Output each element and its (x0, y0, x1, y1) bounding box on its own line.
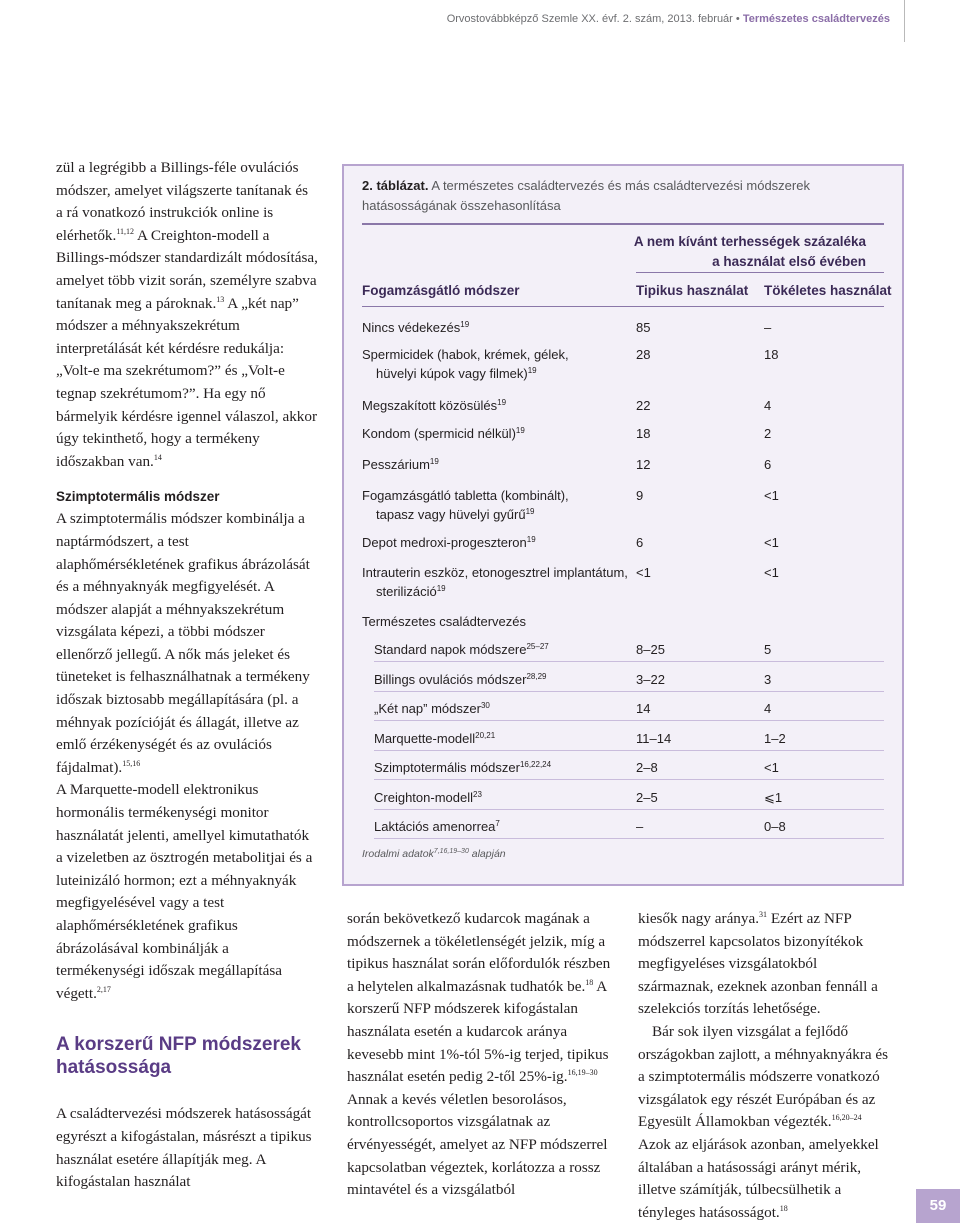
value: 2 (764, 426, 772, 441)
method-name: Kondom (spermicid nélkül) (362, 426, 516, 441)
value: ⩽1 (764, 789, 783, 805)
method-name: Pesszárium (362, 457, 430, 472)
efficacy-table (342, 164, 904, 886)
table-cell-typical (636, 788, 736, 807)
table-cell-perfect (764, 533, 864, 552)
table-cell-typical (636, 455, 736, 474)
citation-ref: 19 (436, 584, 446, 593)
table-cell-method (374, 788, 644, 807)
paragraph (56, 1103, 318, 1193)
page-number: 59 (916, 1189, 960, 1223)
text-run: Bár sok ilyen vizsgálat a fejlődő országokban zajlott, a méhnyaknyákra és a szimptotermális módszerre vonatkozó vizsgálatok egy részét Európában és az Egyesült Államokban végezték. (638, 1022, 889, 1131)
table-cell-perfect (764, 345, 864, 364)
text-run: Annak a kevés véletlen besorolásos, kontrollcsoportos vizsgálatnak az érvényességét, amelyet az NFP módszerrel kapcsolatban végeztek, korlátozza a rossz mintavétel és a vizsgálatból (347, 1090, 608, 1199)
method-name: Szimptotermális módszer (374, 760, 520, 775)
table-cell-typical (636, 318, 736, 337)
value: 6 (636, 535, 644, 550)
value: 22 (636, 398, 651, 413)
method-name: sterilizáció (376, 584, 437, 599)
column-header-typical: Tipikus használat (636, 283, 749, 298)
method-name: Marquette-modell (374, 730, 476, 746)
citation-ref: 19 (429, 457, 439, 466)
table-cell-typical (636, 533, 736, 552)
value: 3–22 (636, 671, 665, 687)
value: – (636, 819, 644, 834)
table-caption-label: 2. táblázat. (362, 178, 429, 193)
table-cell-method (362, 424, 632, 443)
table-cell-method (362, 486, 632, 524)
value: – (764, 320, 772, 335)
citation-ref: 19 (515, 426, 525, 435)
table-cell-perfect (764, 396, 864, 415)
citation-ref: 23 (473, 789, 482, 799)
text-column-left (56, 157, 318, 1194)
header-divider (904, 0, 905, 42)
paragraph (638, 908, 896, 1021)
table-cell-typical (636, 345, 736, 364)
paragraph (56, 779, 318, 1005)
text-column-right (638, 908, 896, 1224)
table-cell-typical (636, 563, 736, 582)
citation-ref: 16,22,24 (519, 760, 552, 769)
citation-ref: 19 (527, 366, 537, 375)
value: 6 (764, 457, 772, 472)
row-divider (374, 779, 884, 780)
value: 12 (636, 457, 651, 472)
value: <1 (764, 535, 779, 550)
citation-ref: 19 (525, 507, 535, 516)
value: 4 (764, 398, 772, 413)
citation-ref: 19 (526, 535, 536, 544)
header-bullet: • (735, 13, 740, 25)
value: 18 (764, 347, 779, 362)
table-cell-method (362, 345, 632, 383)
table-cell-method (374, 699, 644, 718)
value: 0–8 (764, 819, 786, 834)
table-cell-method (362, 455, 632, 474)
citation-ref: 20,21 (475, 730, 496, 740)
group-label: Természetes családtervezés (362, 614, 527, 629)
table-cell-typical (636, 758, 736, 777)
section-heading: A korszerű NFP módszerek hatásossága (56, 1034, 301, 1079)
method-name: Billings ovulációs módszer (374, 671, 527, 687)
method-name: Intrauterin eszköz, etonogesztrel implantátum, (362, 565, 628, 580)
table-cell-method (374, 670, 644, 689)
value: 9 (636, 488, 644, 503)
value: 2–5 (636, 789, 658, 805)
value: <1 (764, 488, 779, 503)
table-group-header (616, 232, 866, 272)
citation-ref: 14 (153, 452, 162, 462)
method-name: Nincs védekezés (362, 320, 461, 335)
value: 8–25 (636, 642, 665, 657)
method-name-cont (362, 505, 632, 524)
text-run: A Creighton-modell a Billings-módszer standardizált módosítása, amelyet több vizit során, személyre szabva tanítanak meg a pároknak. (56, 226, 318, 312)
citation-ref: 30 (480, 701, 490, 710)
value: <1 (636, 565, 651, 580)
value: <1 (764, 565, 779, 580)
value: <1 (764, 760, 779, 775)
footnote-refs: 7,16,19–30 (433, 848, 469, 855)
text-run: A Marquette-modell elektronikus hormonális termékenységi monitor használatát jelenti, amellyel kimutathatók a vizeletben az ösztrogén metabolitjai és a luteinizáló hormon; ezt a méhnyaknyák megfigyelésével vagy a test alaphőmérsékletének grafikus ábrázolásával kombinálják a termékenységi időszak megállapítása végett. (56, 781, 313, 1002)
method-name: Spermicidek (habok, krémek, gélek, (362, 347, 569, 362)
citation-ref: 13 (216, 294, 225, 304)
table-footnote (362, 848, 506, 860)
text-run: Azok az eljárások azonban, amelyekkel általában a hatásossági arányt mérik, illetve számítják, túlbecsülhetik a tényleges hatásosságot. (638, 1135, 879, 1221)
table-cell-perfect (764, 729, 864, 748)
method-name: Laktációs amenorrea (374, 819, 496, 834)
value: 85 (636, 320, 651, 335)
text-run: A „két nap” módszer a méhnyakszekrétum interpretálását két kérdésre redukálja: „Volt-e ma szekrétumom?” és „Volt-e tegnap szekrétumom?”. Ha egy nő bármelyik kérdésre igennel válaszol, akkor úgy tekinthető, hogy a termékeny időszakban van. (56, 294, 318, 470)
text-run: A szimptotermális módszer kombinálja a naptármódszert, a test alaphőmérsékletének grafikus ábrázolását és a méhnyaknyák megfigyelését. A módszer alapját a méhnyakszekrétum vizsgálata képezi, a többi módszer ellenőrző jellegű. A nők más jeleket és tüneteket is felhasználhatnak a termékeny időszak biztosabb megállapítására (pl. a méhnyak pozícióját és állagát, illetve az emlő érzékenységét és az ovulációs fájdalmat). (56, 510, 310, 776)
row-divider (374, 720, 884, 721)
method-name: Creighton-modell (374, 789, 473, 805)
value: 14 (636, 701, 651, 716)
table-cell-typical (636, 486, 736, 505)
group-header-line: A nem kívánt terhességek százaléka (633, 234, 866, 249)
text-run: zül a legrégibb a Billings-féle ovulációs módszer, amelyet világszerte tanítanak és a rá vonatkozó instrukciók online is elérhetők. (56, 159, 308, 244)
text-run: A családtervezési módszerek hatásosságát egyrészt a kifogástalan, másrészt a tipikus használat esetére állapítják meg. A kifogástalan használat (56, 1105, 312, 1191)
citation-ref: 11,12 (116, 226, 135, 236)
table-cell-method (374, 758, 644, 777)
value: 2–8 (636, 760, 658, 775)
row-divider (374, 809, 884, 810)
table-cell-method (374, 729, 644, 748)
text-run: Ezért az NFP módszerrel kapcsolatos bizonyítékok megfigyeléses vizsgálatokból származnak, ezeknek azonban fennáll a szelekciós torzítás lehetősége. (638, 910, 878, 1018)
table-cell-method (362, 318, 632, 337)
table-cell-method (374, 817, 644, 836)
table-cell-method (362, 396, 632, 415)
citation-ref: 18 (585, 977, 594, 987)
table-caption-text: A természetes családtervezés és más családtervezési módszerek hatásosságának összehasonlítása (362, 178, 810, 213)
table-cell-perfect (764, 817, 864, 836)
row-divider (374, 750, 884, 751)
citation-ref: 19 (460, 320, 470, 329)
footnote-text: alapján (468, 848, 506, 860)
value: 11–14 (636, 730, 672, 746)
table-cell-perfect (764, 640, 864, 659)
value: 28 (636, 347, 651, 362)
citation-ref: 16,19–30 (567, 1068, 598, 1078)
method-name-cont (362, 582, 632, 601)
text-run: kiesők nagy aránya. (638, 910, 760, 927)
table-cell-perfect (764, 670, 864, 689)
journal-citation: Orvostovábbképző Szemle XX. évf. 2. szám, 2013. február (446, 13, 733, 25)
paragraph (56, 508, 318, 779)
text-column-middle (347, 908, 612, 1202)
running-header (447, 13, 890, 25)
row-divider (374, 661, 884, 662)
method-name: Fogamzásgátló tabletta (kombinált), (362, 488, 569, 503)
table-cell-typical (636, 396, 736, 415)
table-cell-perfect (764, 424, 864, 443)
method-name: „Két nap” módszer (374, 701, 481, 716)
table-cell-typical (636, 729, 736, 748)
citation-ref: 28,29 (526, 671, 547, 681)
value: 1–2 (764, 730, 786, 746)
method-name: Megszakított közösülés (362, 398, 498, 413)
table-cell-typical (636, 699, 736, 718)
subheading: Szimptotermális módszer (56, 489, 220, 505)
table-top-rule (362, 223, 884, 225)
citation-ref: 16,20–24 (831, 1113, 862, 1123)
header-rule (362, 306, 884, 307)
table-cell-perfect (764, 455, 864, 474)
row-divider (374, 691, 884, 692)
value: 5 (764, 642, 772, 657)
table-cell-perfect (764, 699, 864, 718)
table-cell-perfect (764, 563, 864, 582)
text-run: A korszerű NFP módszerek kifogástalan használata esetén a kudarcok aránya kevesebb mint 1%-tól 5%-ig terjed, tipikus használat esetén pedig 2-től 25%-ig. (347, 977, 609, 1086)
paragraph (638, 1021, 896, 1224)
table-cell-perfect (764, 788, 864, 807)
method-name: Standard napok módszere (374, 642, 527, 657)
table-cell-method (374, 640, 644, 659)
value: 4 (764, 701, 772, 716)
method-name: tapasz vagy hüvelyi gyűrű (376, 507, 526, 522)
footnote-text: Irodalmi adatok (362, 848, 434, 860)
method-name: hüvelyi kúpok vagy filmek) (376, 366, 528, 381)
value: 18 (636, 426, 651, 441)
method-name-cont (362, 364, 632, 383)
value: 3 (764, 671, 772, 687)
table-cell-typical (636, 670, 736, 689)
table-cell-typical (636, 424, 736, 443)
group-header-rule (636, 272, 884, 273)
table-cell-typical (636, 817, 736, 836)
paragraph (347, 908, 612, 1202)
citation-ref: 2,17 (96, 984, 111, 994)
section-title: Természetes családtervezés (742, 13, 890, 25)
table-cell-perfect (764, 318, 864, 337)
paragraph (56, 157, 318, 473)
table-cell-typical (636, 640, 736, 659)
column-header-method: Fogamzásgátló módszer (362, 283, 520, 298)
method-name: Depot medroxi-progeszteron (362, 535, 527, 550)
table-cell-method (362, 563, 632, 601)
citation-ref: 15,16 (122, 758, 141, 768)
group-header-line: a használat első évében (712, 254, 866, 269)
table-caption (362, 176, 882, 216)
table-group-nfp (362, 612, 632, 631)
row-divider (374, 838, 884, 839)
table-cell-perfect (764, 486, 864, 505)
citation-ref: 19 (497, 398, 507, 407)
citation-ref: 7 (495, 819, 500, 828)
citation-ref: 31 (759, 910, 768, 919)
column-header-perfect: Tökéletes használat (764, 283, 892, 298)
table-cell-method (362, 533, 632, 552)
citation-ref: 25–27 (526, 642, 549, 651)
text-run: során bekövetkező kudarcok magának a módszernek a tökéletlenségét jelzik, míg a tipikus használat során előfordulók részben a helytelen alkalmazásnak tudhatók be. (347, 910, 611, 995)
table-cell-perfect (764, 758, 864, 777)
citation-ref: 18 (779, 1203, 788, 1213)
